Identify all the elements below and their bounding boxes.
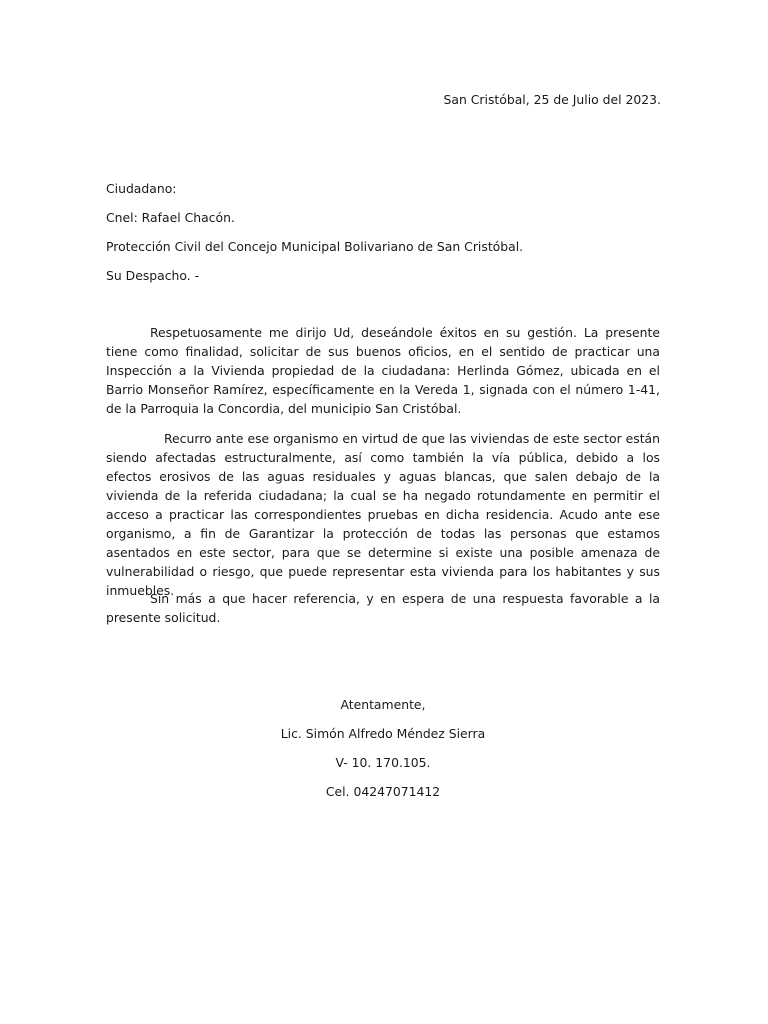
closing-salutation: Atentamente,	[340, 697, 426, 712]
date-line: San Cristóbal, 25 de Julio del 2023.	[443, 92, 661, 107]
recipient-title: Ciudadano:	[106, 181, 177, 196]
body-paragraph-3: Sin más a que hacer referencia, y en espera de una respuesta favorable a la presente solicitud.	[106, 591, 660, 625]
recipient-name: Cnel: Rafael Chacón.	[106, 210, 235, 225]
signer-name: Lic. Simón Alfredo Méndez Sierra	[280, 726, 486, 741]
signer-id-number: V- 10. 170.105.	[335, 755, 431, 770]
body-paragraph-2: Recurro ante ese organismo en virtud de que las viviendas de este sector están siendo afectadas estructuralmente, así como también la vía pública, debido a los efectos erosivos de las aguas residuales y aguas blancas, que salen debajo de la vivienda de la referida ciudadana; la cual se ha negado rotundamente en permitir el acceso a practicar las correspondientes pruebas en dicha residencia. Acudo ante ese organismo, a fin de Garantizar la protección de todas las personas que estamos asentados en este sector, para que se determine si existe una posible amenaza de vulnerabilidad o riesgo, que puede representar esta vivienda para los habitantes y sus inmuebles.	[106, 431, 660, 598]
body-paragraph-1: Respetuosamente me dirijo Ud, deseándole éxitos en su gestión. La presente tiene como finalidad, solicitar de sus buenos oficios, en el sentido de practicar una Inspección a la Vivienda propiedad de la ciudadana: Herlinda Gómez, ubicada en el Barrio Monseñor Ramírez, específicamente en la Vereda 1, signada con el número 1-41, de la Parroquia la Concordia, del municipio San Cristóbal.	[106, 325, 660, 416]
recipient-despacho: Su Despacho. -	[106, 268, 200, 283]
signer-phone: Cel. 04247071412	[325, 784, 441, 799]
recipient-organization: Protección Civil del Concejo Municipal Bolivariano de San Cristóbal.	[106, 239, 524, 254]
